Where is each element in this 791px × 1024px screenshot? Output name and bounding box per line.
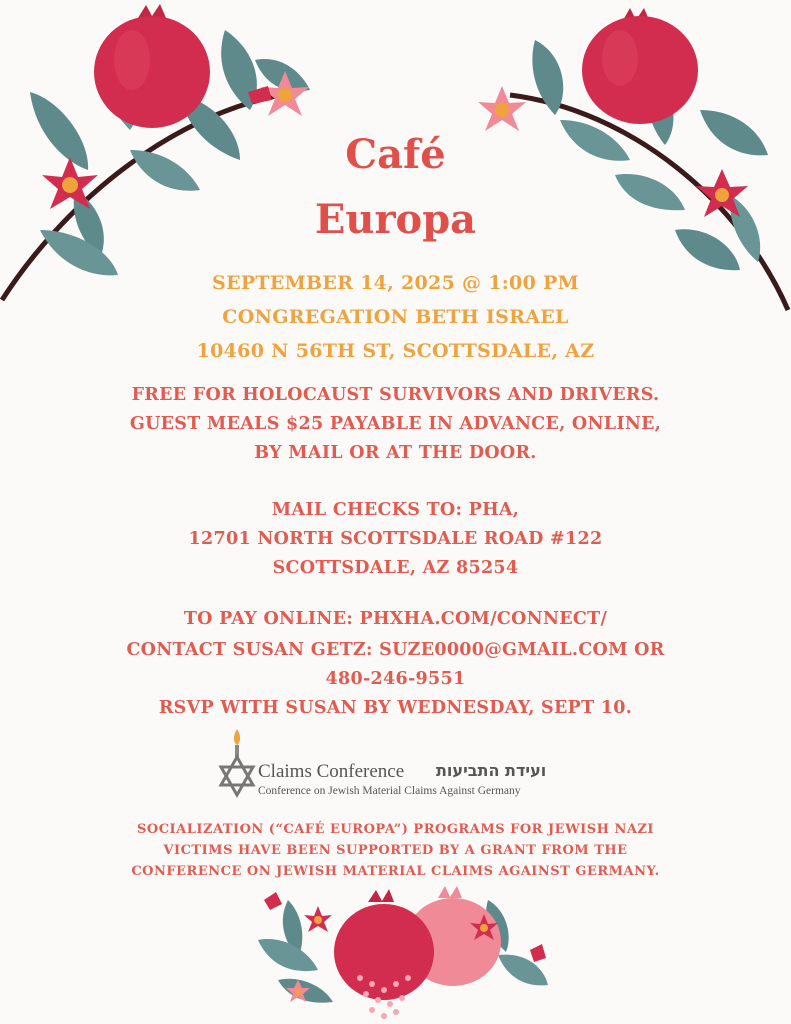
footer-line-3: CONFERENCE ON JEWISH MATERIAL CLAIMS AGAINST GERMANY. [131,864,660,879]
pricing-line-2: GUEST MEALS $25 PAYABLE IN ADVANCE, ONLINE, [129,414,662,434]
mail-line-1: MAIL CHECKS TO: PHA, [271,500,520,520]
pricing-line-3: BY MAIL OR AT THE DOOR. [254,443,537,463]
event-date: SEPTEMBER 14, 2025 @ 1:00 PM [212,272,579,294]
star-of-david-candle-icon [218,727,256,801]
event-address: 10460 N 56TH ST, SCOTTSDALE, AZ [196,340,595,362]
title-line-2: Europa [314,196,477,243]
mail-line-3: SCOTTSDALE, AZ 85254 [272,558,519,578]
rsvp-line: RSVP WITH SUSAN BY WEDNESDAY, SEPT 10. [158,698,633,718]
logo-name: Claims Conference [258,761,405,782]
mail-line-2: 12701 NORTH SCOTTSDALE ROAD #122 [188,529,603,549]
contact-phone: 480-246-9551 [325,669,466,689]
footer-line-2: VICTIMS HAVE BEEN SUPPORTED BY A GRANT FROM THE [163,843,628,858]
claims-conference-logo [218,727,578,801]
footer-line-1: SOCIALIZATION (“CAFÉ EUROPA”) PROGRAMS FOR JEWISH NAZI [137,822,654,837]
pomegranate-bottom-illustration [248,880,558,1024]
logo-subtitle: Conference on Jewish Material Claims Against Germany [258,785,521,797]
pay-online-line: TO PAY ONLINE: PHXHA.COM/CONNECT/ [183,609,608,629]
title-line-1: Café [345,131,446,178]
contact-line: CONTACT SUSAN GETZ: SUZE0000@GMAIL.COM OR [126,640,665,660]
logo-hebrew-name: ועידת התביעות [436,761,547,780]
pricing-line-1: FREE FOR HOLOCAUST SURVIVORS AND DRIVERS. [131,385,660,405]
event-venue: CONGREGATION BETH ISRAEL [222,306,569,328]
